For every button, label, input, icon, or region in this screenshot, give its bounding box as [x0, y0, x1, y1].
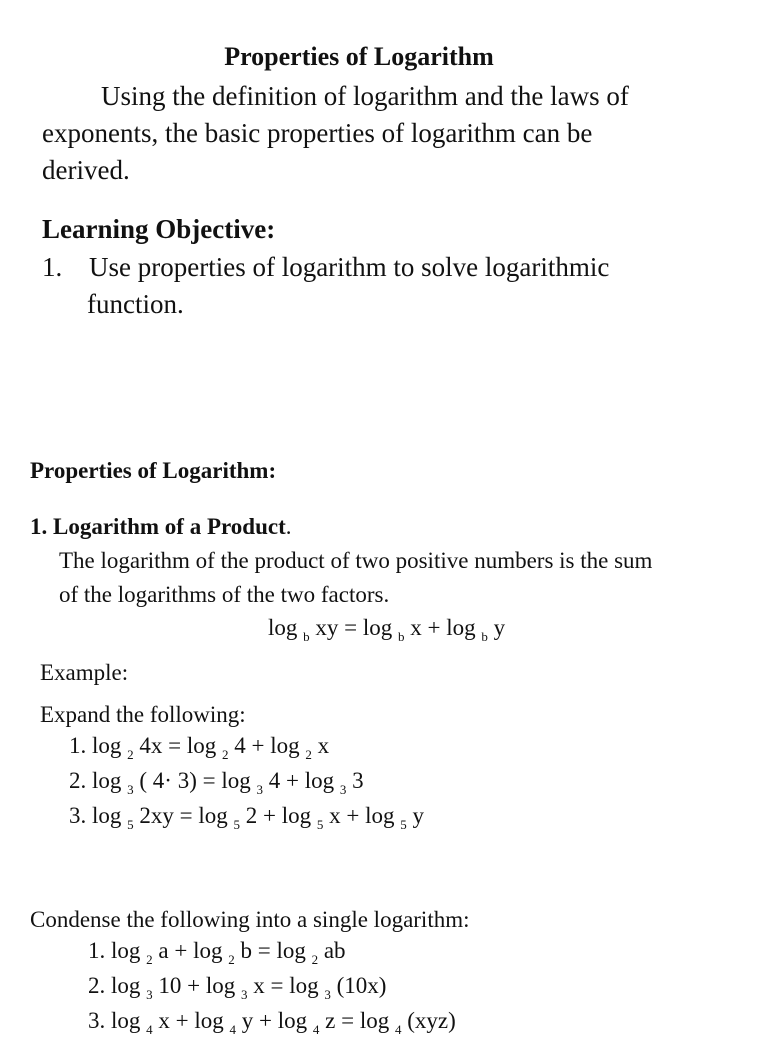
log-base-subscript: 3	[339, 782, 347, 797]
log-base-subscript: b	[303, 629, 310, 644]
page-title: Properties of Logarithm	[224, 42, 494, 71]
log-base-subscript: 4	[146, 1022, 153, 1037]
learning-objective-heading: Learning Objective:	[42, 214, 276, 244]
log-base-subscript: b	[398, 629, 405, 644]
property-1-title: 1. Logarithm of a Product	[30, 514, 286, 539]
log-base-subscript: b	[481, 629, 488, 644]
objective-item-1	[42, 252, 609, 283]
section-heading: Properties of Logarithm:	[30, 458, 277, 483]
log-base-subscript: 2	[305, 747, 312, 762]
condense-item-2: 2. log $_3$ 10 + log $_3$ x = log $_3$ (10x)	[88, 973, 387, 1002]
objective-text-line-2: function.	[87, 289, 184, 319]
log-base-subscript: 4	[229, 1022, 237, 1037]
intro-line-3: derived.	[42, 155, 130, 185]
log-base-subscript: 2	[222, 747, 229, 762]
expand-item-3: 3. log $_5$ 2xy = log $_5$ 2 + log $_5$ x + log $_5$ y	[69, 803, 425, 832]
log-base-subscript: 4	[312, 1022, 320, 1037]
log-base-subscript: 4	[394, 1022, 402, 1037]
intro-line-1: Using the definition of logarithm and the laws of	[101, 81, 629, 111]
example-label: Example:	[40, 660, 129, 685]
log-base-subscript: 2	[127, 747, 134, 762]
objective-number: 1.	[42, 252, 63, 282]
property-1-period: .	[285, 514, 292, 539]
log-base-subscript: 5	[316, 817, 324, 832]
intro-line-2: exponents, the basic properties of logarithm can be	[42, 118, 593, 148]
expand-label: Expand the following:	[40, 702, 246, 727]
property-1-description-line-1: The logarithm of the product of two positive numbers is the sum	[59, 548, 653, 573]
condense-item-1: 1. log $_2$ a + log $_2$ b = log $_2$ ab	[88, 938, 346, 967]
property-1-description-line-2: of the logarithms of the two factors.	[59, 582, 390, 607]
log-base-subscript: 3	[241, 987, 248, 1002]
condense-item-3: 3. log $_4$ x + log $_4$ y + log $_4$ z = log $_4$ (xyz)	[88, 1008, 456, 1037]
log-base-subscript: 3	[256, 782, 263, 797]
log-base-subscript: 2	[146, 952, 153, 967]
log-base-subscript: 5	[233, 817, 241, 832]
log-base-subscript: 2	[228, 952, 235, 967]
log-base-subscript: 2	[311, 952, 319, 967]
property-1-heading	[30, 514, 292, 540]
log-base-subscript: 3	[127, 782, 134, 797]
condense-label: Condense the following into a single logarithm:	[30, 907, 470, 932]
log-base-subscript: 3	[146, 987, 153, 1002]
log-base-subscript: 3	[324, 987, 331, 1002]
expand-item-2: 2. log $_3$ ( 4· 3) = log $_3$ 4 + log $_3$ 3	[69, 768, 364, 797]
product-rule-formula: log $_b$ xy = log $_b$ x + log $_b$ y	[268, 615, 506, 644]
objective-text-line-1: Use properties of logarithm to solve logarithmic	[89, 252, 610, 282]
log-base-subscript: 5	[127, 817, 134, 832]
expand-item-1: 1. log $_2$ 4x = log $_2$ 4 + log $_2$ x	[69, 733, 330, 762]
log-base-subscript: 5	[400, 817, 407, 832]
